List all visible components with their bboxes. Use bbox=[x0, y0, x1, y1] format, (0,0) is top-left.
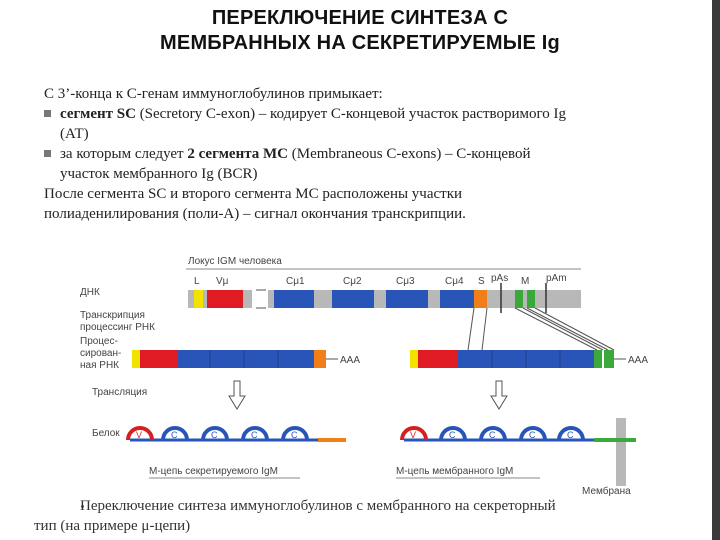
protein-label: Белок bbox=[92, 428, 120, 439]
dna-secretory-exon bbox=[474, 290, 487, 308]
seg-label-pAs: pAs bbox=[491, 273, 509, 284]
title-line-1: ПЕРЕКЛЮЧЕНИЕ СИНТЕЗА С bbox=[211, 7, 509, 29]
seg-label-M: M bbox=[521, 276, 530, 287]
seg-label-Cmu1: Cμ1 bbox=[286, 276, 305, 287]
figure-caption-line-1: Переключение синтеза иммуноглобулинов с мембранного на секреторный bbox=[80, 498, 556, 514]
transcription-label-1: Транскрипция bbox=[80, 310, 145, 321]
c-domain-label: C bbox=[171, 430, 178, 440]
splice-line bbox=[535, 308, 614, 350]
secreted-chain bbox=[128, 428, 346, 478]
locus-header bbox=[186, 256, 581, 269]
dna-m2-exon bbox=[527, 290, 535, 308]
seg-label-Vmu: Vμ bbox=[216, 276, 229, 287]
c-domain-label: C bbox=[489, 430, 496, 440]
bullet1-cont: (АТ) bbox=[60, 126, 89, 142]
figure-caption-line-2: тип (на примере μ-цепи) bbox=[34, 518, 191, 534]
rna-right-v bbox=[418, 350, 458, 368]
c-domain-label: C bbox=[211, 430, 218, 440]
translation-arrow-right-icon bbox=[491, 381, 507, 409]
bullet2-rest: (Membraneous C-exons) – С-концевой bbox=[288, 146, 531, 162]
c-domain-label: C bbox=[567, 430, 574, 440]
transcription-label-2: процессинг РНК bbox=[80, 322, 155, 333]
seg-label-L: L bbox=[194, 276, 200, 287]
membrane-label: Мембрана bbox=[582, 486, 631, 497]
rna-left-leader bbox=[132, 350, 140, 368]
right-edge-bar bbox=[712, 0, 720, 540]
dna-leader-exon bbox=[194, 290, 203, 308]
rna-left-secretory bbox=[314, 350, 326, 368]
dna-c3-exon bbox=[386, 290, 428, 308]
bullet2-cont: участок мембранного Ig (BCR) bbox=[60, 166, 258, 182]
translation-row bbox=[92, 381, 507, 409]
processed-label-2: сирован- bbox=[80, 348, 122, 359]
aaa-right: AAA bbox=[628, 355, 649, 366]
dna-c2-exon bbox=[332, 290, 374, 308]
translation-arrow-left-icon bbox=[229, 381, 245, 409]
seg-label-pAm: pAm bbox=[546, 273, 567, 284]
splice-line bbox=[468, 308, 474, 350]
dna-label: ДНК bbox=[80, 287, 100, 298]
splice-line bbox=[482, 308, 487, 350]
splice-line bbox=[527, 308, 608, 350]
bullet1-rest: (Secretory C-exon) – кодирует С-концевой участок растворимого Ig bbox=[135, 106, 567, 122]
c-domain-label: C bbox=[251, 430, 258, 440]
dna-c4-exon bbox=[440, 290, 474, 308]
chain-secreted-label: М-цепь секретируемого IgM bbox=[149, 466, 278, 477]
processed-label-3: ная РНК bbox=[80, 360, 119, 371]
chain-membrane-label: М-цепь мембранного IgM bbox=[396, 466, 514, 477]
rna-left-c bbox=[178, 350, 314, 368]
dna-v-exon bbox=[207, 290, 243, 308]
locus-title: Локус IGM человека bbox=[188, 256, 282, 267]
dna-row bbox=[80, 273, 581, 313]
title-line-2: МЕМБРАННЫХ НА СЕКРЕТИРУЕМЫЕ Ig bbox=[160, 32, 560, 54]
c-domain-label: C bbox=[529, 430, 536, 440]
transcription-row bbox=[80, 308, 614, 350]
rna-left-v bbox=[140, 350, 178, 368]
translation-label: Трансляция bbox=[92, 387, 148, 398]
rna-right-leader bbox=[410, 350, 418, 368]
aaa-left: AAA bbox=[340, 355, 361, 366]
bullet1-bold: сегмент SC bbox=[60, 106, 136, 122]
dna-c1-exon bbox=[274, 290, 314, 308]
dna-m1-exon bbox=[515, 290, 523, 308]
c-domain-label: C bbox=[449, 430, 456, 440]
protein-row bbox=[92, 418, 636, 497]
membrane-chain bbox=[396, 418, 636, 497]
splice-line bbox=[515, 308, 597, 350]
rna-right-m2 bbox=[604, 350, 614, 368]
bullet2-bold: 2 сегмента МС bbox=[187, 146, 289, 162]
processed-rna-row bbox=[80, 336, 648, 371]
c-domain-label: C bbox=[291, 430, 298, 440]
intro-text: С 3’-конца к С-генам иммуноглобулинов примыкает: bbox=[44, 86, 383, 102]
v-domain-label: V bbox=[136, 430, 143, 440]
processed-label-1: Процес- bbox=[80, 336, 118, 347]
rna-right-m1 bbox=[594, 350, 602, 368]
after-text-2: полиаденилирования (поли-А) – сигнал окончания транскрипции. bbox=[44, 206, 466, 222]
v-domain-label: V bbox=[410, 430, 417, 440]
membrane-bar bbox=[616, 418, 626, 486]
seg-label-Cmu4: Cμ4 bbox=[445, 276, 464, 287]
splice-line bbox=[523, 308, 603, 350]
after-text-1: После сегмента SC и второго сегмента MC расположены участки bbox=[44, 186, 463, 202]
seg-label-Cmu2: Cμ2 bbox=[343, 276, 362, 287]
bullet2-pre: за которым следует bbox=[60, 146, 188, 162]
seg-label-S: S bbox=[478, 276, 485, 287]
seg-label-Cmu3: Cμ3 bbox=[396, 276, 415, 287]
